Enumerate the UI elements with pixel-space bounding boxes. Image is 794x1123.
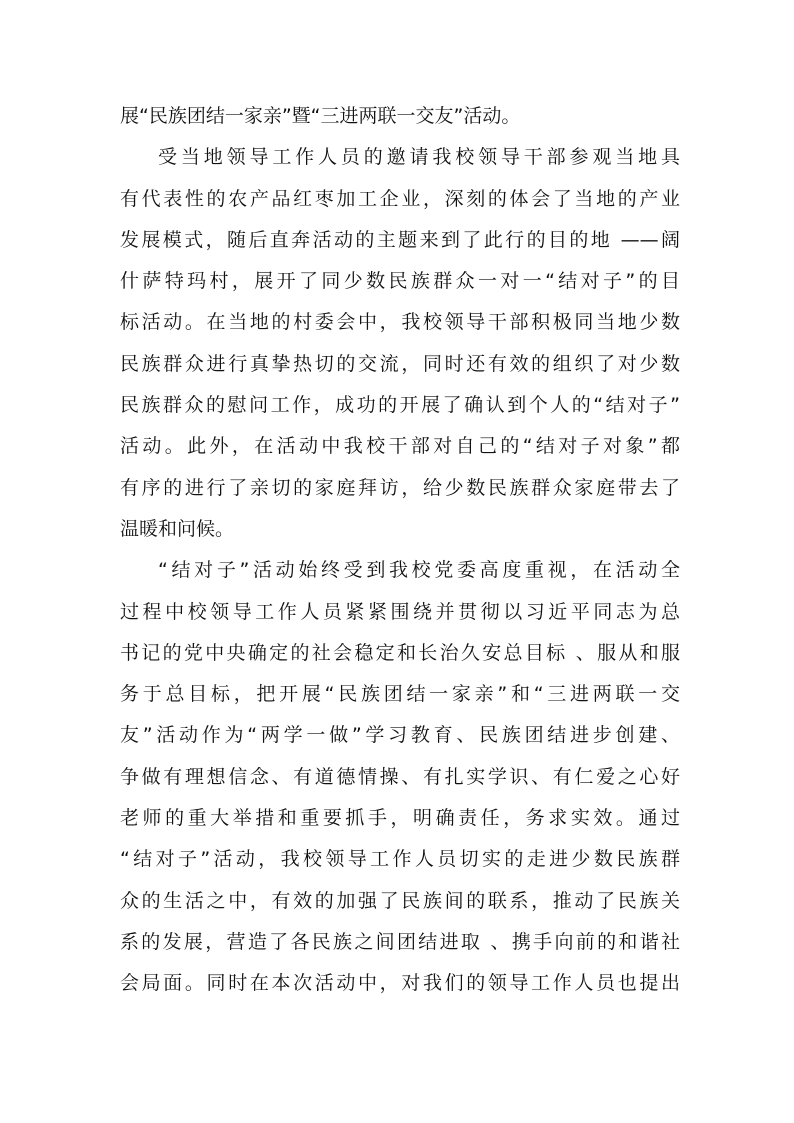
text-line: 什萨特玛村，展开了同少数民族群众一对一“结对子”的目: [120, 270, 680, 293]
text-line: 老师的重大举措和重要抓手，明确责任，务求实效。通过: [120, 807, 680, 830]
text-line: 有序的进行了亲切的家庭拜访，给少数民族群众家庭带去了: [120, 476, 680, 499]
text-line: 标活动。在当地的村委会中，我校领导干部积极同当地少数: [120, 311, 680, 334]
text-line: 友”活动作为“两学一做”学习教育、民族团结进步创建、: [120, 724, 680, 747]
text-line: 发展模式，随后直奔活动的主题来到了此行的目的地 ——阔: [120, 228, 680, 251]
text-line: 务于总目标，把开展“民族团结一家亲”和“三进两联一交: [120, 683, 680, 706]
text-line: 过程中校领导工作人员紧紧围绕并贯彻以习近平同志为总: [120, 600, 680, 623]
text-line: 民族群众进行真挚热切的交流，同时还有效的组织了对少数: [120, 352, 680, 375]
text-line: 受当地领导工作人员的邀请我校领导干部参观当地具: [158, 146, 680, 169]
text-line: 会局面。同时在本次活动中，对我们的领导工作人员也提出: [120, 972, 680, 995]
text-line: 系的发展，营造了各民族之间团结进取 、携手向前的和谐社: [120, 930, 680, 953]
text-line: 众的生活之中，有效的加强了民族间的联系，推动了民族关: [120, 889, 680, 912]
text-line: 温暖和问候。: [120, 517, 235, 540]
text-line: “结对子”活动始终受到我校党委高度重视，在活动全: [158, 559, 680, 582]
body-text: [120, 96, 680, 1005]
text-line: “结对子”活动，我校领导工作人员切实的走进少数民族群: [120, 848, 680, 871]
text-line: 争做有理想信念、有道德情操、有扎实学识、有仁爱之心好: [120, 765, 680, 788]
text-line: 书记的党中央确定的社会稳定和长治久安总目标 、服从和服: [120, 641, 680, 664]
text-line: 民族群众的慰问工作，成功的开展了确认到个人的“结对子”: [120, 394, 680, 417]
text-line: 展“民族团结一家亲”暨“三进两联一交友”活动。: [120, 105, 521, 127]
text-line: 有代表性的农产品红枣加工企业，深刻的体会了当地的产业: [120, 187, 680, 210]
text-line: 活动。此外，在活动中我校干部对自己的“结对子对象”都: [120, 435, 680, 458]
